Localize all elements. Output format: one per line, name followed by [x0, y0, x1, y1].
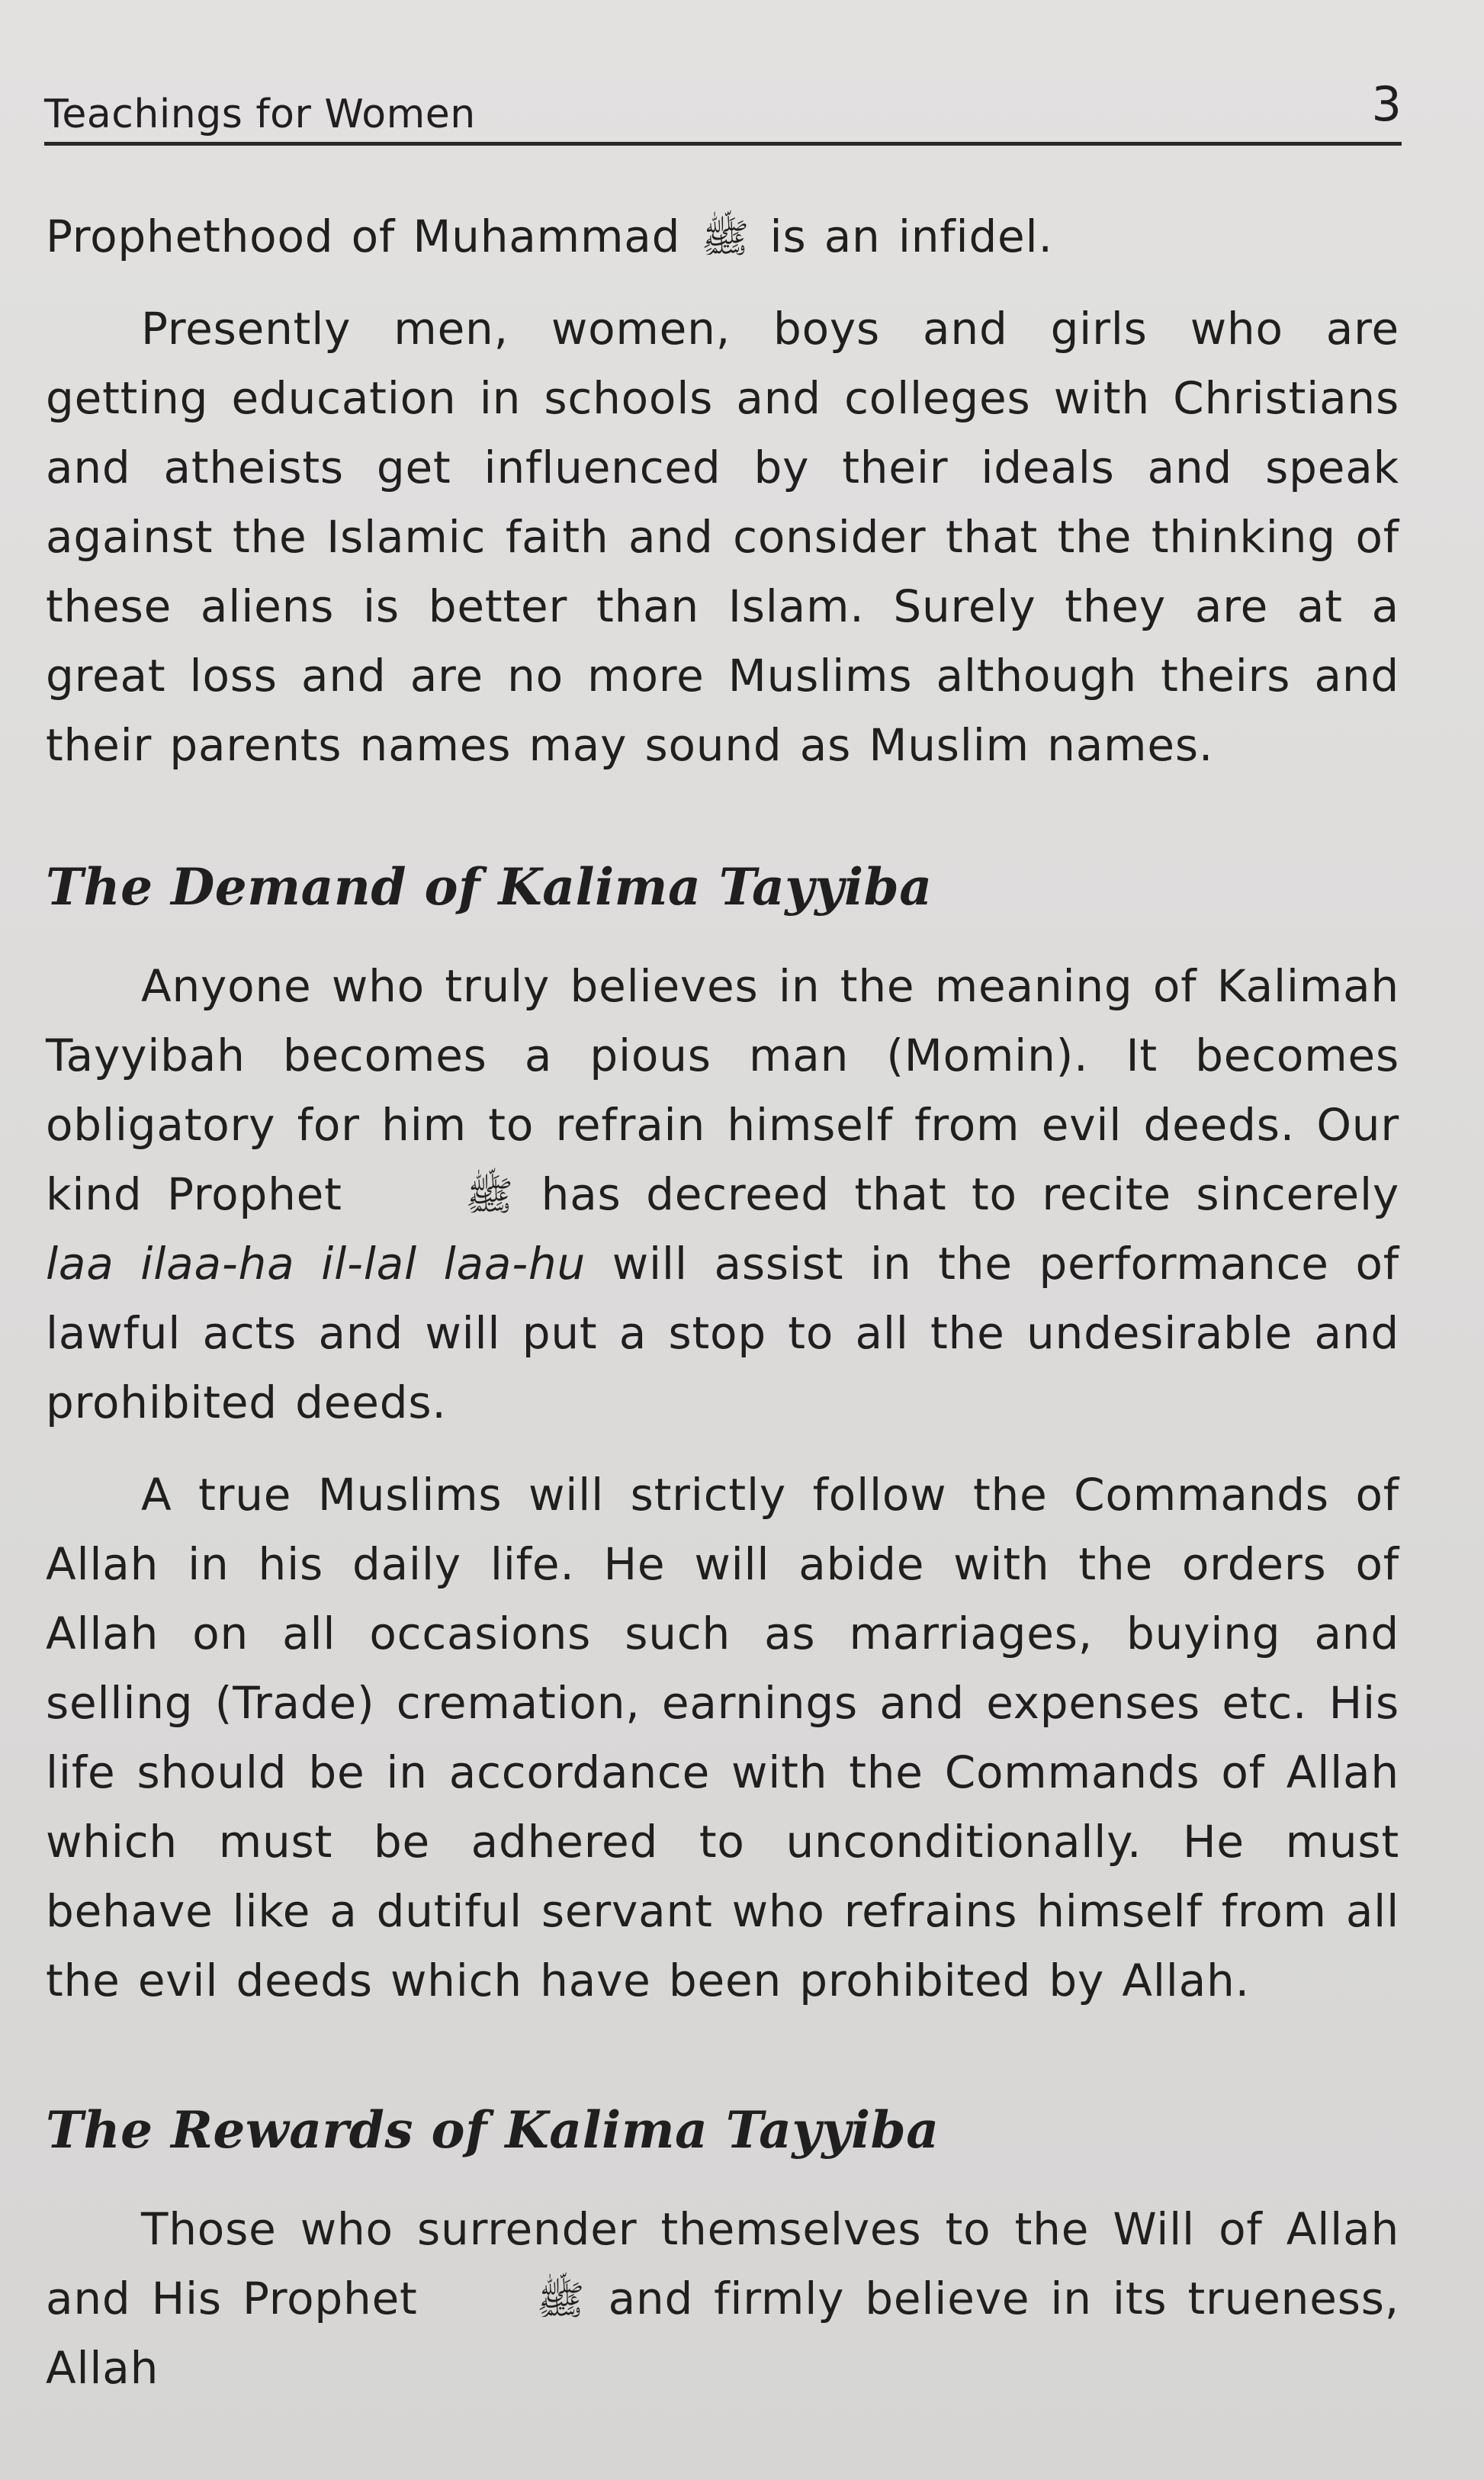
section-heading-rewards: The Rewards of Kalima Tayyiba — [46, 2100, 940, 2160]
paragraph-true-muslims: A true Muslims will strictly follow the Commands of Allah in his daily life. He will abide with the orders of Allah on all occasions such as marriages, buying and selling (Trade) cremation, earnings and expenses etc. His life should be in accordance with the Commands of Allah which must be adhered to unconditionally. He must behave like a dutiful servant who refrains himself from all the evil deeds which have been prohibited by Allah. — [46, 1469, 1399, 2006]
paragraph-surrender — [46, 2195, 1399, 2403]
paragraph-text: will assist in the performance of lawful acts and will put a stop to all the undesirable and prohibited deeds. — [46, 1238, 1399, 1428]
salutation-icon: ﷺ — [701, 216, 750, 262]
transliteration-text: laa ilaa-ha il-lal laa-hu — [46, 1238, 586, 1290]
header-rule — [44, 142, 1402, 146]
paragraph-text: and firmly believe in its trueness, Allah — [46, 2273, 1399, 2394]
salutation-icon: ﷺ — [465, 1174, 514, 1219]
page-body — [46, 202, 1399, 2403]
paragraph-presently: Presently men, women, boys and girls who are getting education in schools and colleges with Christians and atheists get influenced by their ideals and speak against the Islamic faith and consider that the thinking of these aliens is better than Islam. Surely they are at a great loss and are no more Muslims although theirs and their parents names may sound as Muslim names. — [46, 303, 1399, 771]
paragraph-text: Anyone who truly believes in the meaning of Kalimah Tayyibah becomes a pious man (Momin). It becomes obligatory for him to refrain himself from evil deeds. Our kind Prophet — [46, 960, 1399, 1220]
paragraph-text: Prophethood of Muhammad — [46, 210, 681, 262]
paragraph-anyone — [46, 952, 1399, 1438]
running-head — [44, 76, 1402, 145]
section-heading-demand: The Demand of Kalima Tayyiba — [46, 857, 933, 917]
page-number: 3 — [1371, 76, 1402, 132]
salutation-icon: ﷺ — [536, 2278, 585, 2324]
book-title: Teachings for Women — [44, 92, 476, 137]
paragraph-text: has decreed that to recite sincerely — [541, 1168, 1399, 1220]
paragraph-prophethood — [46, 202, 1399, 271]
paragraph-text: is an infidel. — [769, 210, 1053, 262]
paragraph-text: Those who surrender themselves to the Will of Allah and His Prophet — [46, 2203, 1399, 2324]
